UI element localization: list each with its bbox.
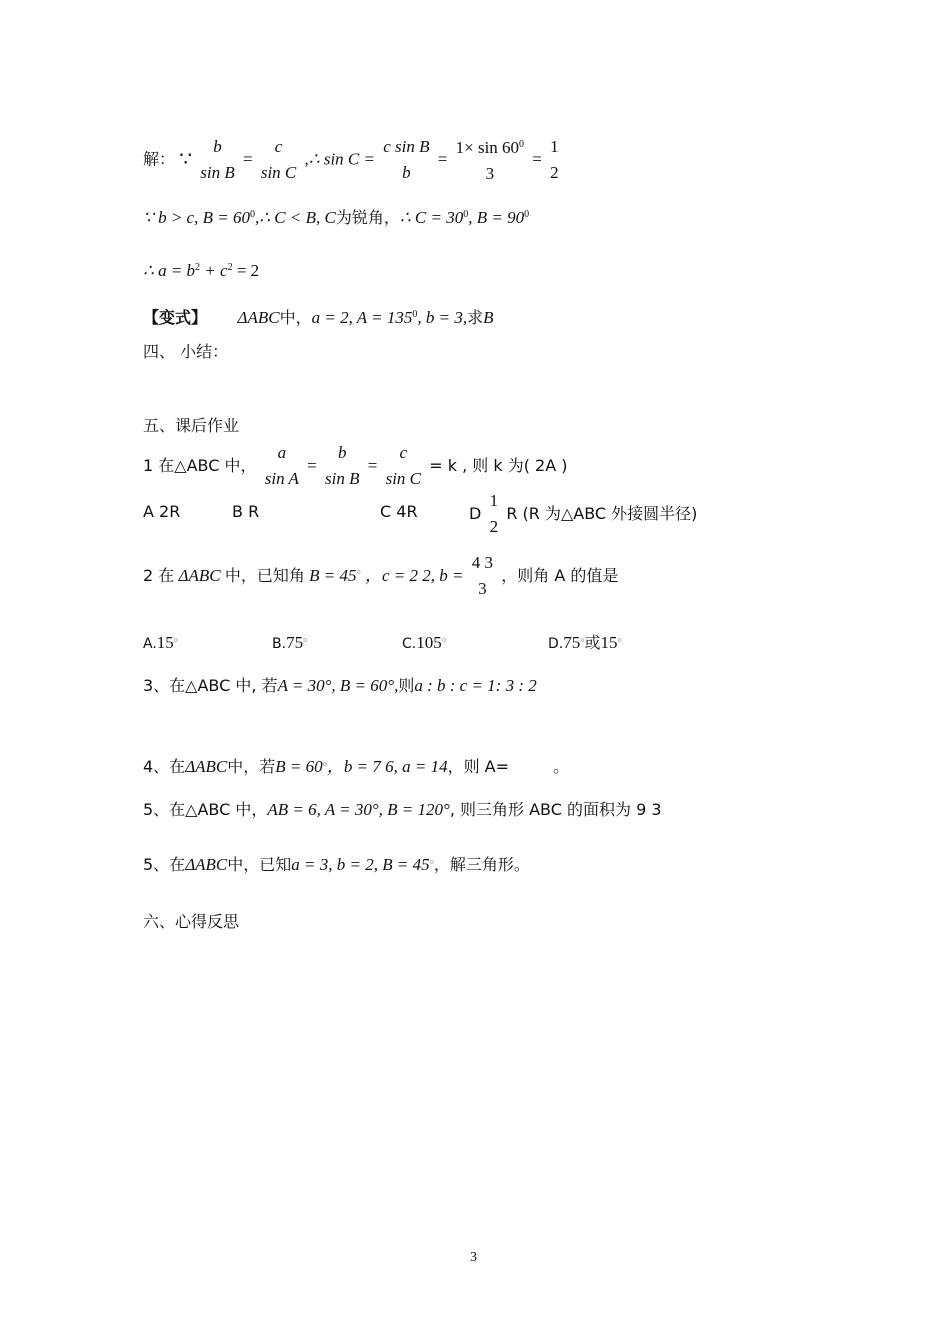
- solution-line-3: ∴ $a = b^2 + c^2 = 2$: [143, 261, 260, 280]
- fraction-c-over-sinC-q1: c sin C: [385, 443, 422, 488]
- variant-line: 【变式】 ΔABC中，a = 2, $A = 135^0$, b = 3,求B: [143, 308, 494, 327]
- fraction-one-half-q1: 1 2: [489, 491, 499, 536]
- fraction-csinB-over-b: c sin B b: [383, 136, 430, 182]
- question-2: 2 在 ΔABC 中，已知角 B = 45○ ，c = 2 2, b = 4 3 3 ，则角 A 的值是: [143, 550, 618, 600]
- question-5a: 5、在△ABC 中，AB = 6, A = 30°, B = 120°, 则三角形 ABC 的面积为 9 3: [143, 800, 662, 819]
- because-symbol: ∵: [179, 148, 192, 171]
- solution-line-2: ∵ b > c, $B = 60^0,\therefore$ C < B, C为锐角，∴ $C = 30^0$, $B = 90^0$: [143, 208, 530, 227]
- question-1: 1 在△ABC 中， a sin A = b sin B = c sin C = k , 则 k 为( 2A ): [143, 440, 568, 492]
- section-homework-heading: 五、课后作业: [143, 416, 240, 435]
- question-2-option-b: B.75○: [272, 633, 308, 652]
- question-1-option-c: C 4R: [380, 502, 418, 521]
- question-5b: 5、在ΔABC中，已知a = 3, b = 2, B = 45○，解三角形。: [143, 855, 530, 874]
- fraction-one-half: 1 2: [550, 136, 559, 182]
- fraction-c-over-sinC: c sin C: [260, 136, 297, 182]
- question-2-option-a: A.15○: [143, 633, 179, 652]
- page-number: 3: [470, 1250, 477, 1265]
- question-1-option-b: B R: [232, 502, 260, 521]
- question-1-option-d: D 1 2 R (R 为△ABC 外接圆半径): [469, 488, 697, 538]
- fraction-b-over-sinB: b sin B: [200, 136, 235, 182]
- question-1-option-a: A 2R: [143, 502, 181, 521]
- section-reflection-heading: 六、心得反思: [143, 912, 240, 931]
- question-3: 3、在△ABC 中, 若A = 30°, B = 60°,则a : b : c = 1: 3 : 2: [143, 676, 537, 695]
- question-2-option-c: C.105○: [402, 633, 446, 652]
- fraction-b-over-sinB-q1: b sin B: [325, 443, 360, 488]
- solution-label: 解：: [143, 149, 176, 169]
- fraction-1sin60-over-3: $1\times \sin 60^0$ 3: [455, 138, 525, 183]
- question-2-option-d: D.75○或15○: [548, 633, 622, 652]
- fraction-4root3-over-3: 4 3 3: [471, 553, 493, 598]
- fraction-a-over-sinA: a sin A: [264, 443, 299, 488]
- section-summary-heading: 四、 小结：: [143, 342, 229, 361]
- variant-label: 【变式】: [143, 308, 208, 327]
- solution-line-1: 解： ∵ b sin B = c sin C ,∴ sin C = c sin B b = $1\times \sin 60^0$ 3 = 1 2: [143, 132, 563, 184]
- question-4: 4、在ΔABC中，若B = 60○，b = 7 6, a = 14，则 A= 。: [143, 757, 570, 776]
